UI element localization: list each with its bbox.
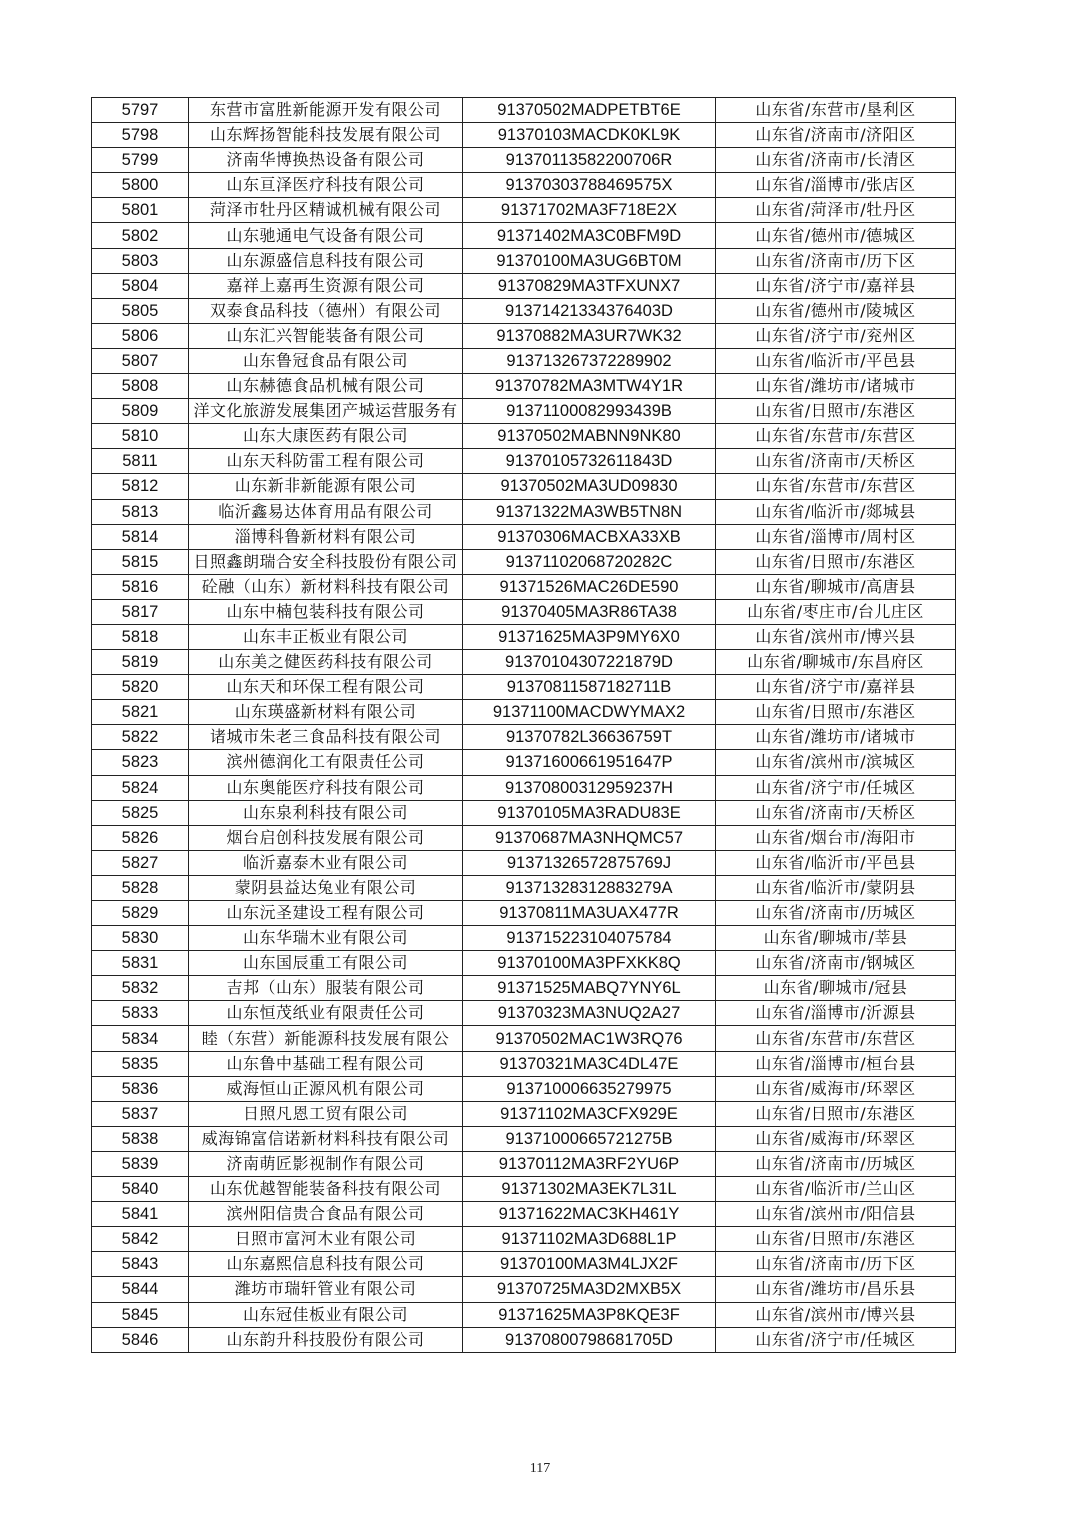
region-cell: 山东省/日照市/东港区 bbox=[716, 1101, 956, 1126]
row-number-cell: 5814 bbox=[92, 524, 189, 549]
table-row bbox=[92, 273, 956, 298]
region-cell: 山东省/济南市/历下区 bbox=[716, 248, 956, 273]
company-name-cell: 临沂嘉泰木业有限公司 bbox=[189, 850, 463, 875]
region-cell: 山东省/济南市/钢城区 bbox=[716, 951, 956, 976]
region-cell: 山东省/临沂市/郯城县 bbox=[716, 499, 956, 524]
credit-code-cell: 91370800312959237H bbox=[463, 775, 716, 800]
region-cell: 山东省/聊城市/高唐县 bbox=[716, 574, 956, 599]
row-number-cell: 5820 bbox=[92, 675, 189, 700]
company-name-cell: 济南萌匠影视制作有限公司 bbox=[189, 1151, 463, 1176]
credit-code-cell: 91371600661951647P bbox=[463, 750, 716, 775]
table-row bbox=[92, 399, 956, 424]
region-cell: 山东省/日照市/东港区 bbox=[716, 1227, 956, 1252]
row-number-cell: 5845 bbox=[92, 1302, 189, 1327]
table-row bbox=[92, 549, 956, 574]
page-number: 117 bbox=[529, 1461, 551, 1476]
table-row bbox=[92, 800, 956, 825]
region-cell: 山东省/东营市/东营区 bbox=[716, 424, 956, 449]
credit-code-cell: 913710006635279975 bbox=[463, 1076, 716, 1101]
row-number-cell: 5825 bbox=[92, 800, 189, 825]
row-number-cell: 5809 bbox=[92, 399, 189, 424]
company-name-cell: 山东华瑞木业有限公司 bbox=[189, 926, 463, 951]
company-name-cell: 双泰食品科技（德州）有限公司 bbox=[189, 298, 463, 323]
region-cell: 山东省/烟台市/海阳市 bbox=[716, 825, 956, 850]
company-name-cell: 山东泉利科技有限公司 bbox=[189, 800, 463, 825]
row-number-cell: 5815 bbox=[92, 549, 189, 574]
row-number-cell: 5840 bbox=[92, 1177, 189, 1202]
region-cell: 山东省/济南市/天桥区 bbox=[716, 800, 956, 825]
row-number-cell: 5797 bbox=[92, 98, 189, 123]
company-name-cell: 山东韵升科技股份有限公司 bbox=[189, 1327, 463, 1352]
company-name-cell: 诸城市朱老三食品科技有限公司 bbox=[189, 725, 463, 750]
company-name-cell: 山东瑛盛新材料有限公司 bbox=[189, 700, 463, 725]
region-cell: 山东省/东营市/垦利区 bbox=[716, 98, 956, 123]
row-number-cell: 5808 bbox=[92, 374, 189, 399]
credit-code-cell: 91370100MA3UG6BT0M bbox=[463, 248, 716, 273]
table-row bbox=[92, 1327, 956, 1352]
row-number-cell: 5810 bbox=[92, 424, 189, 449]
row-number-cell: 5843 bbox=[92, 1252, 189, 1277]
company-name-cell: 山东亘泽医疗科技有限公司 bbox=[189, 173, 463, 198]
row-number-cell: 5804 bbox=[92, 273, 189, 298]
row-number-cell: 5824 bbox=[92, 775, 189, 800]
credit-code-cell: 91371100082993439B bbox=[463, 399, 716, 424]
company-name-cell: 滨州阳信贵合食品有限公司 bbox=[189, 1202, 463, 1227]
region-cell: 山东省/济南市/历城区 bbox=[716, 1151, 956, 1176]
row-number-cell: 5826 bbox=[92, 825, 189, 850]
region-cell: 山东省/潍坊市/昌乐县 bbox=[716, 1277, 956, 1302]
company-name-cell: 日照凡恩工贸有限公司 bbox=[189, 1101, 463, 1126]
credit-code-cell: 91371326572875769J bbox=[463, 850, 716, 875]
credit-code-cell: 91371102068720282C bbox=[463, 549, 716, 574]
company-name-cell: 山东天科防雷工程有限公司 bbox=[189, 449, 463, 474]
row-number-cell: 5805 bbox=[92, 298, 189, 323]
table-row bbox=[92, 1001, 956, 1026]
credit-code-cell: 91371328312883279A bbox=[463, 875, 716, 900]
company-name-cell: 威海锦富信诺新材料科技有限公司 bbox=[189, 1126, 463, 1151]
region-cell: 山东省/淄博市/张店区 bbox=[716, 173, 956, 198]
region-cell: 山东省/滨州市/阳信县 bbox=[716, 1202, 956, 1227]
region-cell: 山东省/德州市/德城区 bbox=[716, 223, 956, 248]
credit-code-cell: 91371322MA3WB5TN8N bbox=[463, 499, 716, 524]
region-cell: 山东省/潍坊市/诸城市 bbox=[716, 374, 956, 399]
credit-code-cell: 91371102MA3D688L1P bbox=[463, 1227, 716, 1252]
company-name-cell: 日照市富河木业有限公司 bbox=[189, 1227, 463, 1252]
credit-code-cell: 91370811587182711B bbox=[463, 675, 716, 700]
region-cell: 山东省/济南市/历下区 bbox=[716, 1252, 956, 1277]
row-number-cell: 5839 bbox=[92, 1151, 189, 1176]
row-number-cell: 5835 bbox=[92, 1051, 189, 1076]
row-number-cell: 5844 bbox=[92, 1277, 189, 1302]
region-cell: 山东省/济宁市/嘉祥县 bbox=[716, 675, 956, 700]
company-name-cell: 睦（东营）新能源科技发展有限公 bbox=[189, 1026, 463, 1051]
region-cell: 山东省/济宁市/兖州区 bbox=[716, 323, 956, 348]
credit-code-cell: 91370100MA3PFXKK8Q bbox=[463, 951, 716, 976]
company-name-cell: 山东新非新能源有限公司 bbox=[189, 474, 463, 499]
table-row bbox=[92, 348, 956, 373]
region-cell: 山东省/东营市/东营区 bbox=[716, 1026, 956, 1051]
region-cell: 山东省/滨州市/博兴县 bbox=[716, 1302, 956, 1327]
table-row bbox=[92, 198, 956, 223]
credit-code-cell: 91370104307221879D bbox=[463, 650, 716, 675]
table-row bbox=[92, 574, 956, 599]
company-name-cell: 山东汇兴智能装备有限公司 bbox=[189, 323, 463, 348]
region-cell: 山东省/菏泽市/牡丹区 bbox=[716, 198, 956, 223]
company-name-cell: 淄博科鲁新材料有限公司 bbox=[189, 524, 463, 549]
row-number-cell: 5830 bbox=[92, 926, 189, 951]
row-number-cell: 5806 bbox=[92, 323, 189, 348]
credit-code-cell: 91370782MA3MTW4Y1R bbox=[463, 374, 716, 399]
company-name-cell: 山东奥能医疗科技有限公司 bbox=[189, 775, 463, 800]
row-number-cell: 5803 bbox=[92, 248, 189, 273]
table-row bbox=[92, 123, 956, 148]
company-name-cell: 日照鑫朗瑞合安全科技股份有限公司 bbox=[189, 549, 463, 574]
row-number-cell: 5842 bbox=[92, 1227, 189, 1252]
row-number-cell: 5837 bbox=[92, 1101, 189, 1126]
company-name-cell: 山东天和环保工程有限公司 bbox=[189, 675, 463, 700]
row-number-cell: 5823 bbox=[92, 750, 189, 775]
company-name-cell: 山东驰通电气设备有限公司 bbox=[189, 223, 463, 248]
row-number-cell: 5833 bbox=[92, 1001, 189, 1026]
table-row bbox=[92, 1277, 956, 1302]
region-cell: 山东省/聊城市/东昌府区 bbox=[716, 650, 956, 675]
credit-code-cell: 91371000665721275B bbox=[463, 1126, 716, 1151]
company-name-cell: 山东中楠包装科技有限公司 bbox=[189, 599, 463, 624]
table-row bbox=[92, 474, 956, 499]
table-row bbox=[92, 98, 956, 123]
table-row bbox=[92, 424, 956, 449]
credit-code-cell: 91371421334376403D bbox=[463, 298, 716, 323]
credit-code-cell: 91370103MACDK0KL9K bbox=[463, 123, 716, 148]
credit-code-cell: 91370882MA3UR7WK32 bbox=[463, 323, 716, 348]
company-name-cell: 烟台启创科技发展有限公司 bbox=[189, 825, 463, 850]
table-row bbox=[92, 1177, 956, 1202]
region-cell: 山东省/枣庄市/台儿庄区 bbox=[716, 599, 956, 624]
region-cell: 山东省/潍坊市/诸城市 bbox=[716, 725, 956, 750]
credit-code-cell: 913713267372289902 bbox=[463, 348, 716, 373]
company-name-cell: 威海恒山正源风机有限公司 bbox=[189, 1076, 463, 1101]
row-number-cell: 5831 bbox=[92, 951, 189, 976]
row-number-cell: 5846 bbox=[92, 1327, 189, 1352]
credit-code-cell: 91370321MA3C4DL47E bbox=[463, 1051, 716, 1076]
region-cell: 山东省/聊城市/冠县 bbox=[716, 976, 956, 1001]
credit-code-cell: 91370502MA3UD09830 bbox=[463, 474, 716, 499]
credit-code-cell: 91370100MA3M4LJX2F bbox=[463, 1252, 716, 1277]
row-number-cell: 5816 bbox=[92, 574, 189, 599]
table-row bbox=[92, 1126, 956, 1151]
credit-code-cell: 91371622MAC3KH461Y bbox=[463, 1202, 716, 1227]
table-row bbox=[92, 1151, 956, 1176]
company-name-cell: 山东美之健医药科技有限公司 bbox=[189, 650, 463, 675]
table-row bbox=[92, 374, 956, 399]
table-row bbox=[92, 825, 956, 850]
company-table-body bbox=[92, 98, 956, 1353]
row-number-cell: 5811 bbox=[92, 449, 189, 474]
credit-code-cell: 91370502MABNN9NK80 bbox=[463, 424, 716, 449]
row-number-cell: 5812 bbox=[92, 474, 189, 499]
company-name-cell: 山东恒茂纸业有限责任公司 bbox=[189, 1001, 463, 1026]
table-row bbox=[92, 1026, 956, 1051]
company-name-cell: 山东丰正板业有限公司 bbox=[189, 624, 463, 649]
row-number-cell: 5813 bbox=[92, 499, 189, 524]
region-cell: 山东省/济南市/济阳区 bbox=[716, 123, 956, 148]
row-number-cell: 5807 bbox=[92, 348, 189, 373]
credit-code-cell: 91370725MA3D2MXB5X bbox=[463, 1277, 716, 1302]
table-row bbox=[92, 650, 956, 675]
row-number-cell: 5802 bbox=[92, 223, 189, 248]
row-number-cell: 5838 bbox=[92, 1126, 189, 1151]
row-number-cell: 5821 bbox=[92, 700, 189, 725]
row-number-cell: 5801 bbox=[92, 198, 189, 223]
company-name-cell: 山东冠佳板业有限公司 bbox=[189, 1302, 463, 1327]
region-cell: 山东省/临沂市/兰山区 bbox=[716, 1177, 956, 1202]
table-row bbox=[92, 1101, 956, 1126]
company-name-cell: 山东鲁中基础工程有限公司 bbox=[189, 1051, 463, 1076]
region-cell: 山东省/威海市/环翠区 bbox=[716, 1126, 956, 1151]
region-cell: 山东省/东营市/东营区 bbox=[716, 474, 956, 499]
row-number-cell: 5822 bbox=[92, 725, 189, 750]
region-cell: 山东省/聊城市/莘县 bbox=[716, 926, 956, 951]
credit-code-cell: 91370502MAC1W3RQ76 bbox=[463, 1026, 716, 1051]
table-row bbox=[92, 624, 956, 649]
company-name-cell: 吉邦（山东）服装有限公司 bbox=[189, 976, 463, 1001]
credit-code-cell: 91370112MA3RF2YU6P bbox=[463, 1151, 716, 1176]
company-name-cell: 东营市富胜新能源开发有限公司 bbox=[189, 98, 463, 123]
region-cell: 山东省/日照市/东港区 bbox=[716, 700, 956, 725]
credit-code-cell: 91370829MA3TFXUNX7 bbox=[463, 273, 716, 298]
region-cell: 山东省/临沂市/蒙阴县 bbox=[716, 875, 956, 900]
credit-code-cell: 91370782L36636759T bbox=[463, 725, 716, 750]
table-row bbox=[92, 1302, 956, 1327]
region-cell: 山东省/淄博市/桓台县 bbox=[716, 1051, 956, 1076]
row-number-cell: 5829 bbox=[92, 901, 189, 926]
row-number-cell: 5828 bbox=[92, 875, 189, 900]
row-number-cell: 5800 bbox=[92, 173, 189, 198]
table-row bbox=[92, 750, 956, 775]
row-number-cell: 5834 bbox=[92, 1026, 189, 1051]
credit-code-cell: 91370113582200706R bbox=[463, 148, 716, 173]
credit-code-cell: 91371625MA3P9MY6X0 bbox=[463, 624, 716, 649]
row-number-cell: 5818 bbox=[92, 624, 189, 649]
table-row bbox=[92, 926, 956, 951]
region-cell: 山东省/日照市/东港区 bbox=[716, 399, 956, 424]
table-row bbox=[92, 850, 956, 875]
table-row bbox=[92, 1252, 956, 1277]
region-cell: 山东省/滨州市/博兴县 bbox=[716, 624, 956, 649]
table-row bbox=[92, 499, 956, 524]
company-name-cell: 山东鲁冠食品有限公司 bbox=[189, 348, 463, 373]
row-number-cell: 5832 bbox=[92, 976, 189, 1001]
region-cell: 山东省/济宁市/任城区 bbox=[716, 1327, 956, 1352]
company-table bbox=[91, 97, 956, 1353]
region-cell: 山东省/济南市/天桥区 bbox=[716, 449, 956, 474]
credit-code-cell: 91370303788469575X bbox=[463, 173, 716, 198]
table-row bbox=[92, 700, 956, 725]
table-row bbox=[92, 951, 956, 976]
table-row bbox=[92, 1227, 956, 1252]
credit-code-cell: 91370405MA3R86TA38 bbox=[463, 599, 716, 624]
table-row bbox=[92, 901, 956, 926]
credit-code-cell: 91370800798681705D bbox=[463, 1327, 716, 1352]
table-row bbox=[92, 323, 956, 348]
region-cell: 山东省/淄博市/沂源县 bbox=[716, 1001, 956, 1026]
table-row bbox=[92, 1051, 956, 1076]
table-row bbox=[92, 675, 956, 700]
table-row bbox=[92, 449, 956, 474]
table-row bbox=[92, 298, 956, 323]
table-row bbox=[92, 223, 956, 248]
credit-code-cell: 91371402MA3C0BFM9D bbox=[463, 223, 716, 248]
credit-code-cell: 91371100MACDWYMAX2 bbox=[463, 700, 716, 725]
region-cell: 山东省/威海市/环翠区 bbox=[716, 1076, 956, 1101]
region-cell: 山东省/临沂市/平邑县 bbox=[716, 850, 956, 875]
table-row bbox=[92, 524, 956, 549]
table-row bbox=[92, 599, 956, 624]
credit-code-cell: 91370502MADPETBT6E bbox=[463, 98, 716, 123]
row-number-cell: 5799 bbox=[92, 148, 189, 173]
company-name-cell: 砼融（山东）新材料科技有限公司 bbox=[189, 574, 463, 599]
credit-code-cell: 91371525MABQ7YNY6L bbox=[463, 976, 716, 1001]
credit-code-cell: 91371702MA3F718E2X bbox=[463, 198, 716, 223]
company-name-cell: 蒙阴县益达兔业有限公司 bbox=[189, 875, 463, 900]
table-row bbox=[92, 173, 956, 198]
company-name-cell: 潍坊市瑞轩管业有限公司 bbox=[189, 1277, 463, 1302]
credit-code-cell: 91370105732611843D bbox=[463, 449, 716, 474]
credit-code-cell: 913715223104075784 bbox=[463, 926, 716, 951]
region-cell: 山东省/德州市/陵城区 bbox=[716, 298, 956, 323]
company-name-cell: 菏泽市牡丹区精诚机械有限公司 bbox=[189, 198, 463, 223]
company-name-cell: 洋文化旅游发展集团产城运营服务有 bbox=[189, 399, 463, 424]
company-name-cell: 滨州德润化工有限责任公司 bbox=[189, 750, 463, 775]
company-name-cell: 嘉祥上嘉再生资源有限公司 bbox=[189, 273, 463, 298]
region-cell: 山东省/日照市/东港区 bbox=[716, 549, 956, 574]
region-cell: 山东省/滨州市/滨城区 bbox=[716, 750, 956, 775]
company-name-cell: 山东辉扬智能科技发展有限公司 bbox=[189, 123, 463, 148]
credit-code-cell: 91370811MA3UAX477R bbox=[463, 901, 716, 926]
company-name-cell: 山东嘉熙信息科技有限公司 bbox=[189, 1252, 463, 1277]
credit-code-cell: 91371625MA3P8KQE3F bbox=[463, 1302, 716, 1327]
table-row bbox=[92, 775, 956, 800]
credit-code-cell: 91371526MAC26DE590 bbox=[463, 574, 716, 599]
table-row bbox=[92, 875, 956, 900]
table-row bbox=[92, 148, 956, 173]
table-row bbox=[92, 248, 956, 273]
credit-code-cell: 91371302MA3EK7L31L bbox=[463, 1177, 716, 1202]
region-cell: 山东省/淄博市/周村区 bbox=[716, 524, 956, 549]
company-name-cell: 山东沅圣建设工程有限公司 bbox=[189, 901, 463, 926]
credit-code-cell: 91370105MA3RADU83E bbox=[463, 800, 716, 825]
row-number-cell: 5819 bbox=[92, 650, 189, 675]
region-cell: 山东省/济南市/历城区 bbox=[716, 901, 956, 926]
row-number-cell: 5836 bbox=[92, 1076, 189, 1101]
region-cell: 山东省/济南市/长清区 bbox=[716, 148, 956, 173]
row-number-cell: 5817 bbox=[92, 599, 189, 624]
company-name-cell: 山东大康医药有限公司 bbox=[189, 424, 463, 449]
region-cell: 山东省/济宁市/任城区 bbox=[716, 775, 956, 800]
company-name-cell: 济南华博换热设备有限公司 bbox=[189, 148, 463, 173]
company-name-cell: 山东赫德食品机械有限公司 bbox=[189, 374, 463, 399]
row-number-cell: 5841 bbox=[92, 1202, 189, 1227]
table-row bbox=[92, 725, 956, 750]
region-cell: 山东省/济宁市/嘉祥县 bbox=[716, 273, 956, 298]
table-row bbox=[92, 1202, 956, 1227]
row-number-cell: 5827 bbox=[92, 850, 189, 875]
row-number-cell: 5798 bbox=[92, 123, 189, 148]
company-name-cell: 山东国辰重工有限公司 bbox=[189, 951, 463, 976]
credit-code-cell: 91370323MA3NUQ2A27 bbox=[463, 1001, 716, 1026]
table-row bbox=[92, 1076, 956, 1101]
region-cell: 山东省/临沂市/平邑县 bbox=[716, 348, 956, 373]
table-row bbox=[92, 976, 956, 1001]
credit-code-cell: 91370306MACBXA33XB bbox=[463, 524, 716, 549]
company-name-cell: 山东优越智能装备科技有限公司 bbox=[189, 1177, 463, 1202]
company-name-cell: 山东源盛信息科技有限公司 bbox=[189, 248, 463, 273]
company-name-cell: 临沂鑫易达体育用品有限公司 bbox=[189, 499, 463, 524]
credit-code-cell: 91371102MA3CFX929E bbox=[463, 1101, 716, 1126]
credit-code-cell: 91370687MA3NHQMC57 bbox=[463, 825, 716, 850]
